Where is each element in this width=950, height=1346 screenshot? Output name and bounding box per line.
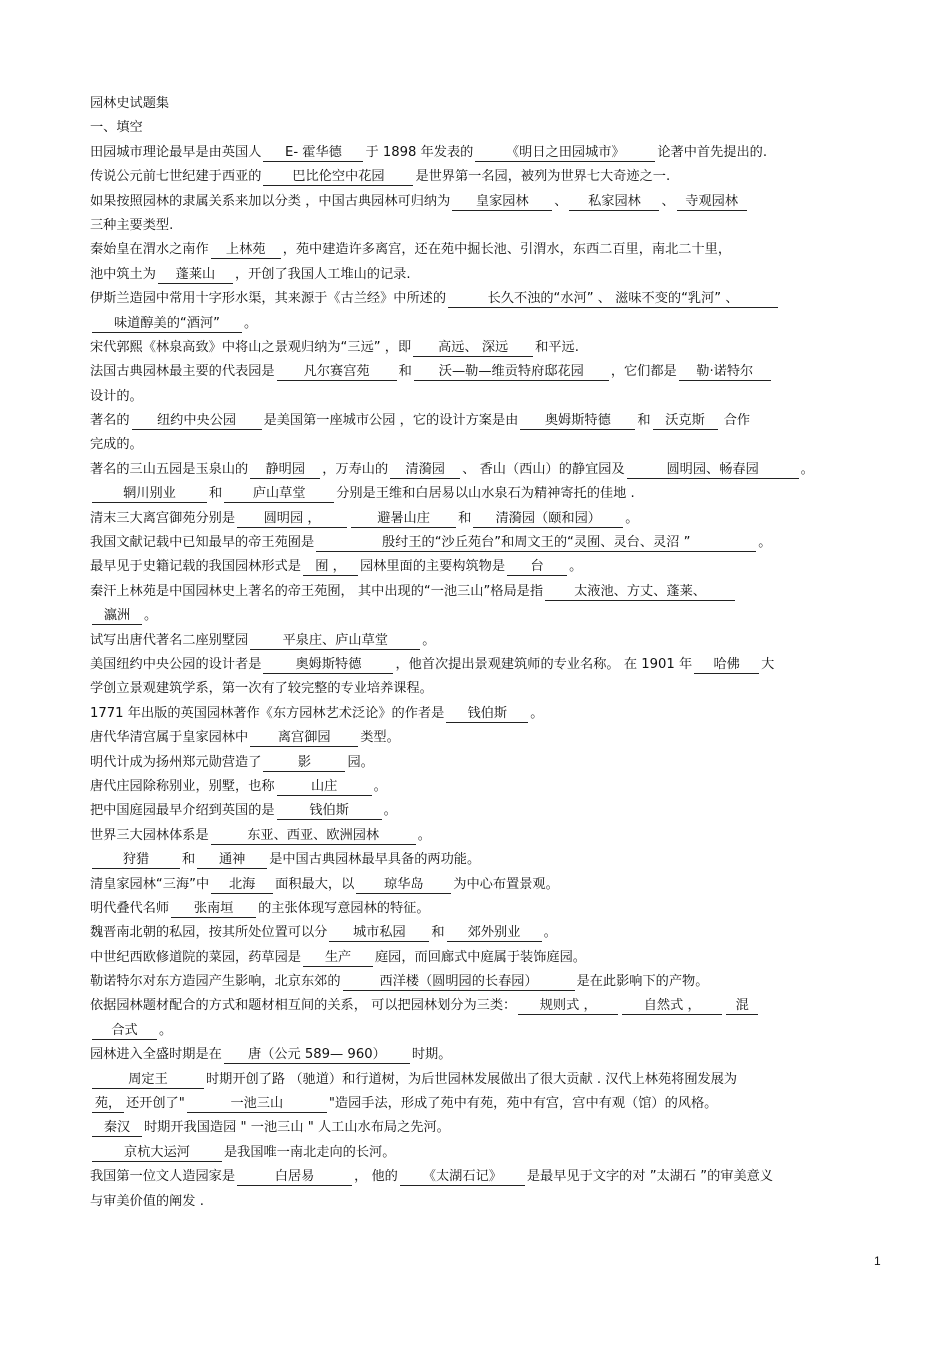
question-text: 我国文献记载中已知最早的帝王苑囿是	[90, 535, 315, 551]
question-text: 宋代郭熙《林泉高致》中将山之景观归纳为“三远” ，即	[90, 339, 412, 355]
answer-blank: 寺观园林	[677, 194, 747, 211]
answer-blank: 圆明园、畅春园	[627, 462, 799, 479]
question-line	[90, 214, 882, 238]
answer-blank: 沃—勒—维贡特府邸花园	[414, 364, 609, 381]
question-text: 世界三大园林体系是	[90, 827, 209, 843]
question-text: 面积最大，以	[275, 876, 355, 892]
answer-blank: 奥姆斯特德	[520, 413, 635, 430]
question-text: ， 他的	[354, 1169, 398, 1185]
answer-blank: 私家园林	[569, 194, 659, 211]
question-line	[90, 799, 882, 823]
question-text: 池中筑土为	[90, 266, 156, 282]
question-line	[90, 726, 882, 750]
answer-blank: 钱伯斯	[277, 803, 382, 820]
question-line	[90, 555, 882, 579]
question-line	[90, 873, 882, 897]
question-text: 类型。	[360, 730, 400, 746]
answer-blank: 规则式 ，	[518, 998, 618, 1015]
question-text: 著名的	[90, 413, 130, 429]
answer-blank: 高远、 深远	[413, 340, 533, 357]
document-body	[90, 92, 882, 1214]
question-text: 秦汗上林苑是中国园林史上著名的帝王苑囿， 其中出现的“一池三山”格局是指	[90, 583, 544, 599]
question-line	[90, 629, 882, 653]
question-text: 与审美价值的阐发 .	[90, 1193, 204, 1209]
question-text: 、	[554, 193, 568, 209]
question-text: 是在此影响下的产物。	[576, 974, 709, 990]
question-line	[90, 1165, 882, 1189]
question-text: 时期开创了路 （驰道）和行道树，为后世园林发展做出了很大贡献 . 汉代上林苑将囿发展为	[206, 1071, 738, 1087]
answer-blank: 秦汉	[92, 1120, 142, 1137]
question-line	[90, 190, 882, 214]
answer-blank: 平泉庄、庐山草堂	[250, 633, 420, 650]
answer-blank: 山庄	[277, 779, 372, 796]
question-text: 美国纽约中央公园的设计者是	[90, 656, 262, 672]
answer-blank: E- 霍华德	[263, 145, 363, 162]
answer-blank: 钱伯斯	[446, 706, 528, 723]
question-text: 时期开我国造园 " 一池三山 " 人工山水布局之先河。	[144, 1120, 450, 1136]
answer-blank: 合式	[92, 1023, 157, 1040]
question-line	[90, 775, 882, 799]
question-line	[90, 1116, 882, 1140]
question-text: 还开创了"	[126, 1096, 185, 1112]
question-text: 和	[182, 852, 196, 868]
question-text: 传说公元前七世纪建于西亚的	[90, 169, 262, 185]
answer-blank: 一池三山	[187, 1096, 327, 1113]
question-text: 唐代华清宫属于皇家园林中	[90, 730, 249, 746]
question-text: 和	[637, 413, 651, 429]
question-text: 伊斯兰造园中常用十字形水渠，其来源于《古兰经》中所述的	[90, 291, 447, 307]
question-text: 完成的。	[90, 437, 143, 453]
answer-blank: 清漪园（颐和园）	[473, 511, 623, 528]
question-text: 。	[383, 803, 397, 819]
question-text: ，开创了我国人工堆山的记录.	[234, 266, 411, 282]
question-line	[90, 1019, 882, 1043]
question-text: 秦始皇在渭水之南作	[90, 242, 209, 258]
question-text: 1771 年出版的英国园林著作《东方园林艺术泛论》的作者是	[90, 705, 445, 721]
question-text: 大	[761, 656, 775, 672]
question-text: 和	[209, 486, 223, 502]
question-text: 中世纪西欧修道院的菜园，药草园是	[90, 949, 301, 965]
answer-blank: 城市私园	[329, 925, 429, 942]
question-line	[90, 824, 882, 848]
question-text: 是中国古典园林最早具备的两功能。	[269, 852, 481, 868]
question-text: 和	[431, 925, 445, 941]
question-text: 。	[422, 632, 436, 648]
answer-blank: 囿 ，	[303, 559, 358, 576]
answer-blank: 东亚、西亚、欧洲园林	[211, 828, 416, 845]
answer-blank: 圆明园 ，	[237, 511, 347, 528]
question-text: 、 香山（西山）的静宜园及	[462, 461, 625, 477]
section-heading: 一、填空	[90, 120, 143, 136]
doc-title: 园林史试题集	[90, 96, 170, 111]
question-text: 是我国唯一南北走向的长河。	[224, 1144, 396, 1160]
question-text: 如果按照园林的隶属关系来加以分类 ，中国古典园林可归纳为	[90, 193, 451, 209]
question-text: 为中心布置景观。	[453, 876, 559, 892]
question-line	[90, 921, 882, 945]
answer-blank: 蓬莱山	[158, 267, 233, 284]
question-text: 。	[758, 535, 772, 551]
question-text: 把中国庭园最早介绍到英国的是	[90, 803, 275, 819]
question-line	[90, 580, 882, 604]
answer-blank: 清漪园	[390, 462, 460, 479]
question-line	[90, 702, 882, 726]
question-text: 魏晋南北朝的私园，按其所处位置可以分	[90, 925, 328, 941]
answer-blank: 影	[263, 755, 345, 772]
question-text: 清末三大离宫御苑分别是	[90, 510, 236, 526]
question-text: 田园城市理论最早是由英国人	[90, 144, 262, 160]
question-text: 依据园林题材配合的方式和题材相互间的关系， 可以把园林划分为三类：	[90, 998, 517, 1014]
question-line	[90, 409, 882, 433]
answer-blank: 《明日之田园城市》	[475, 145, 655, 162]
question-text: "造园手法，形成了苑中有苑，苑中有宫，宫中有观（馆）的风格。	[328, 1096, 718, 1112]
question-text: 我国第一位文人造园家是	[90, 1169, 236, 1185]
answer-blank: 苑，	[92, 1096, 124, 1113]
question-line	[90, 1068, 882, 1092]
answer-blank: 避暑山庄	[351, 511, 456, 528]
answer-blank: 《太湖石记》	[400, 1169, 525, 1186]
question-text: 法国古典园林最主要的代表园是	[90, 364, 275, 380]
question-text: 园林进入全盛时期是在	[90, 1047, 222, 1063]
question-text: 园。	[347, 754, 374, 770]
answer-blank: 庐山草堂	[224, 486, 334, 503]
question-line	[90, 653, 882, 677]
question-text: 合作	[719, 413, 751, 429]
answer-blank: 凡尔赛宫苑	[277, 364, 397, 381]
answer-blank: 殷纣王的“沙丘苑台”和周文王的“灵囿、灵台、灵沼 ”	[316, 535, 756, 552]
question-text: 明代计成为扬州郑元勋营造了	[90, 754, 262, 770]
answer-blank: 台	[507, 559, 567, 576]
question-line	[90, 946, 882, 970]
answer-blank: 瀛洲	[92, 608, 142, 625]
answer-blank: 巴比伦空中花园	[263, 169, 413, 186]
question-line	[90, 677, 882, 701]
question-text: 是最早见于文字的对 ”太湖石 ”的审美意义	[526, 1169, 774, 1185]
question-text: 明代叠代名师	[90, 900, 170, 916]
question-line	[90, 287, 882, 311]
question-text: 。	[530, 705, 544, 721]
question-text: 著名的三山五园是玉泉山的	[90, 461, 249, 477]
question-text: 园林里面的主要构筑物是	[360, 559, 506, 575]
question-text: 的主张体现写意园林的特征。	[258, 900, 430, 916]
question-text: 三种主要类型.	[90, 217, 174, 233]
question-list	[90, 141, 882, 1214]
question-text: 于 1898 年发表的	[365, 144, 474, 160]
question-line	[90, 970, 882, 994]
question-line	[90, 1141, 882, 1165]
question-text: 和	[458, 510, 472, 526]
question-line	[90, 141, 882, 165]
question-text: 论著中首先提出的.	[657, 144, 768, 160]
question-text: 、	[661, 193, 675, 209]
answer-blank: 京杭大运河	[92, 1145, 222, 1162]
question-line	[90, 897, 882, 921]
question-text: 。	[543, 925, 557, 941]
answer-blank: 生产	[303, 950, 373, 967]
question-line	[90, 604, 882, 628]
answer-blank: 狩猎	[92, 852, 180, 869]
question-text: 是世界第一名园，被列为世界七大奇迹之一.	[415, 169, 671, 185]
answer-blank: 周定王	[92, 1072, 204, 1089]
answer-blank: 勒·诺特尔	[679, 364, 771, 381]
answer-blank: 琼华岛	[356, 877, 451, 894]
question-text: 唐代庄园除称别业，别墅，也称	[90, 778, 275, 794]
answer-blank: 哈佛	[694, 657, 759, 674]
question-line	[90, 848, 882, 872]
question-text: ，它们都是	[610, 364, 677, 380]
question-text: 试写出唐代著名二座别墅园	[90, 632, 249, 648]
question-line	[90, 360, 882, 384]
question-text: 时期。	[411, 1047, 452, 1063]
answer-blank: 沃克斯	[653, 413, 718, 430]
question-text: 是美国第一座城市公园 ，它的设计方案是由	[263, 413, 519, 429]
question-text: 。	[569, 559, 583, 575]
question-text: ，苑中建造许多离宫，还在苑中掘长池、引渭水，东西二百里，南北二十里，	[282, 242, 732, 258]
answer-blank: 纽约中央公园	[132, 413, 262, 430]
question-line	[90, 482, 882, 506]
question-line	[90, 994, 882, 1018]
question-line	[90, 458, 882, 482]
answer-blank: 自然式 ，	[622, 998, 722, 1015]
answer-blank: 静明园	[250, 462, 320, 479]
question-text: 。	[417, 827, 431, 843]
answer-blank: 白居易	[237, 1169, 352, 1186]
question-line	[90, 165, 882, 189]
question-text: 和平远.	[535, 339, 579, 355]
question-text: 。	[373, 778, 387, 794]
question-text: 。	[244, 315, 258, 331]
answer-blank: 唐（公元 589— 960）	[224, 1047, 410, 1064]
question-text: 设计的。	[90, 388, 143, 404]
answer-blank: 郊外别业	[447, 925, 542, 942]
answer-blank: 混	[726, 998, 758, 1015]
question-text: ，万寿山的	[322, 461, 389, 477]
question-text: 分别是王维和白居易以山水泉石为精神寄托的佳地 .	[336, 486, 635, 502]
question-text: 学创立景观建筑学系，第一次有了较完整的专业培养课程。	[90, 681, 433, 697]
answer-blank: 北海	[211, 877, 273, 894]
question-line	[90, 263, 882, 287]
question-text: 最早见于史籍记载的我国园林形式是	[90, 559, 301, 575]
question-text: ，他首次提出景观建筑师的专业名称。 在 1901 年	[395, 656, 693, 672]
question-text: 庭园，而回廊式中庭属于装饰庭园。	[375, 949, 586, 965]
question-line	[90, 531, 882, 555]
question-line	[90, 433, 882, 457]
question-line	[90, 1092, 882, 1116]
answer-blank: 张南垣	[171, 901, 256, 918]
question-text: 勒诺特尔对东方造园产生影响，北京东郊的	[90, 974, 341, 990]
question-line	[90, 751, 882, 775]
question-text: 和	[398, 364, 412, 380]
answer-blank: 上林苑	[211, 242, 281, 259]
question-text: 。	[144, 608, 158, 624]
page-number: 1	[874, 1254, 881, 1268]
answer-blank: 离宫御园	[250, 730, 358, 747]
question-text: 清皇家园林“三海”中	[90, 876, 210, 892]
question-line	[90, 1190, 882, 1214]
answer-blank: 味道醇美的“酒河”	[92, 316, 242, 333]
answer-blank: 通神	[197, 852, 267, 869]
question-line	[90, 507, 882, 531]
question-line	[90, 385, 882, 409]
question-line	[90, 336, 882, 360]
answer-blank: 西洋楼（圆明园的长春园）	[343, 974, 575, 991]
answer-blank: 长久不浊的“水河” 、 滋味不变的“乳河” 、	[448, 291, 778, 308]
question-text: 。	[800, 461, 814, 477]
answer-blank: 皇家园林	[452, 194, 552, 211]
answer-blank: 辋川别业	[92, 486, 207, 503]
question-line	[90, 312, 882, 336]
question-text: 。	[159, 1022, 173, 1038]
answer-blank: 奥姆斯特德	[263, 657, 393, 674]
question-line	[90, 1043, 882, 1067]
question-line	[90, 238, 882, 262]
question-text: 。	[625, 510, 639, 526]
answer-blank: 太液池、方丈、蓬莱、	[545, 584, 735, 601]
